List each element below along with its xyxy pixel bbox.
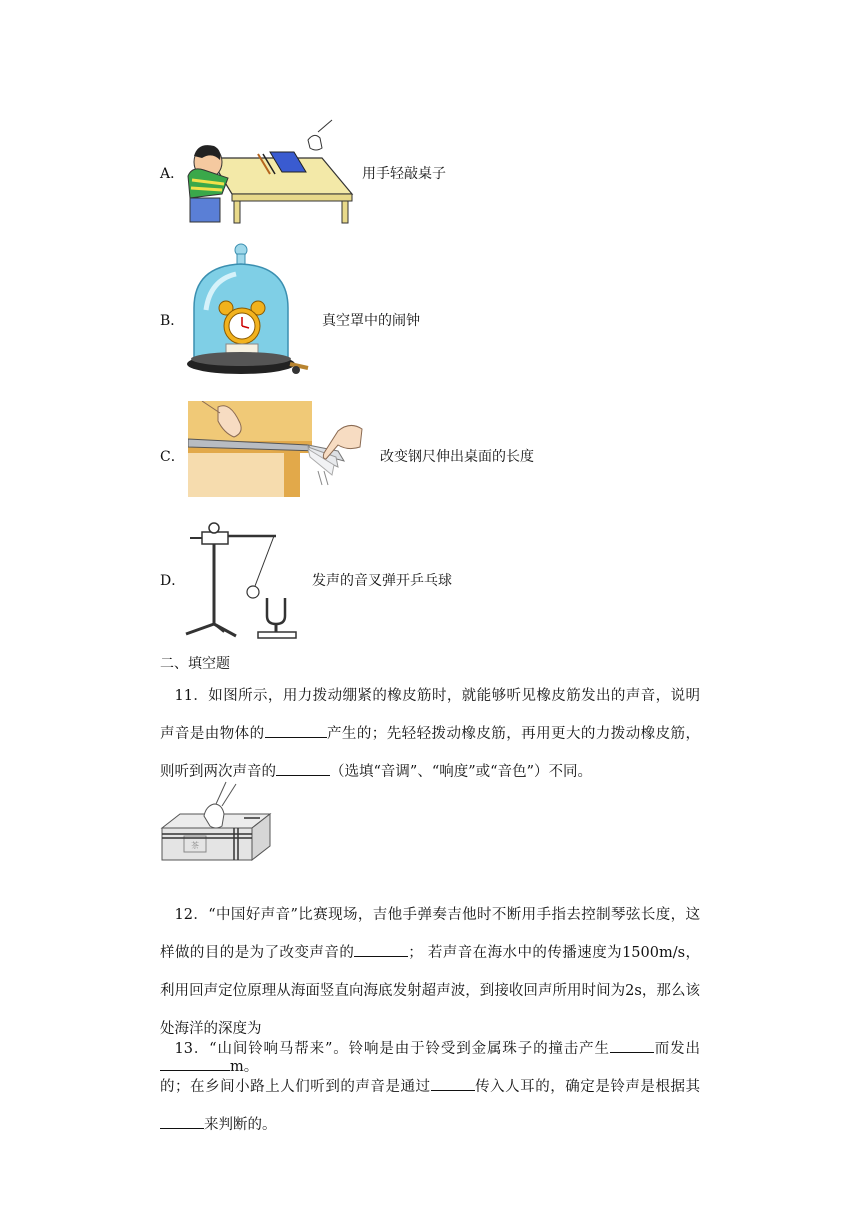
- q12-text-1: 12．“中国好声音”比赛现场，吉他手弹奏吉他时不断用手指去控制琴弦长度，这样做的目的是为了改变声音的: [160, 907, 700, 961]
- question-11: [160, 677, 700, 791]
- q11-blank-2[interactable]: [276, 761, 330, 776]
- q13-text-3: 传入人耳的，确定是铃声是根据其: [474, 1079, 701, 1095]
- q11-text-2: 产生的；先轻轻拨动橡皮筋，再用更大的力拨动橡皮筋，则听到两次声音的: [160, 726, 700, 780]
- option-c-caption: 改变钢尺伸出桌面的长度: [380, 449, 534, 465]
- q13-text-1: 13．“山间铃响马帮来”。铃响是由于铃受到金属珠子的撞击产生: [174, 1041, 610, 1057]
- q13-blank-2[interactable]: [431, 1076, 475, 1091]
- q13-blank-3[interactable]: [160, 1114, 204, 1129]
- q11-text-3: （选填“音调”、“响度”或“音色”）不同。: [330, 764, 592, 780]
- q11-text-1: 11．如图所示，用力拨动绷紧的橡皮筋时，就能够听见橡皮筋发出的声音，说明声音是由物体的: [160, 688, 700, 742]
- option-a-letter: A．: [160, 166, 185, 182]
- question-13: [160, 1030, 700, 1144]
- option-d-letter: D．: [160, 573, 186, 589]
- svg-text:茶: 茶: [191, 841, 199, 850]
- q13-text-4: 来判断的。: [204, 1117, 277, 1133]
- q12-text-2: ； 若声音在海水中的传播速度为1500m/s，利用回声定位原理从海面竖直向海底发射超声波，到接收回声所用时间为2s，那么该处海洋的深度为: [160, 945, 700, 1037]
- q11-blank-1[interactable]: [265, 723, 327, 738]
- q13-blank-1[interactable]: [610, 1038, 654, 1053]
- q13-text-2: 而发出的；在乡间小路上人们听到的声音是通过: [160, 1041, 701, 1095]
- option-b-caption: 真空罩中的闹钟: [322, 313, 420, 329]
- option-d-caption: 发声的音叉弹开乒乓球: [312, 573, 452, 589]
- option-a-image: [182, 118, 354, 224]
- option-b-image: [186, 240, 312, 386]
- option-a-caption: 用手轻敲桌子: [362, 166, 446, 182]
- option-b-letter: B．: [160, 313, 185, 329]
- q12-blank-1[interactable]: [354, 942, 408, 957]
- option-c-image: [188, 401, 364, 497]
- section-title: 二、填空题: [160, 656, 230, 672]
- q12-text-3: m。: [230, 1059, 259, 1075]
- rubber-band-box-image: [160, 780, 272, 862]
- option-d-image: [184, 520, 310, 640]
- option-c-letter: C．: [160, 449, 185, 465]
